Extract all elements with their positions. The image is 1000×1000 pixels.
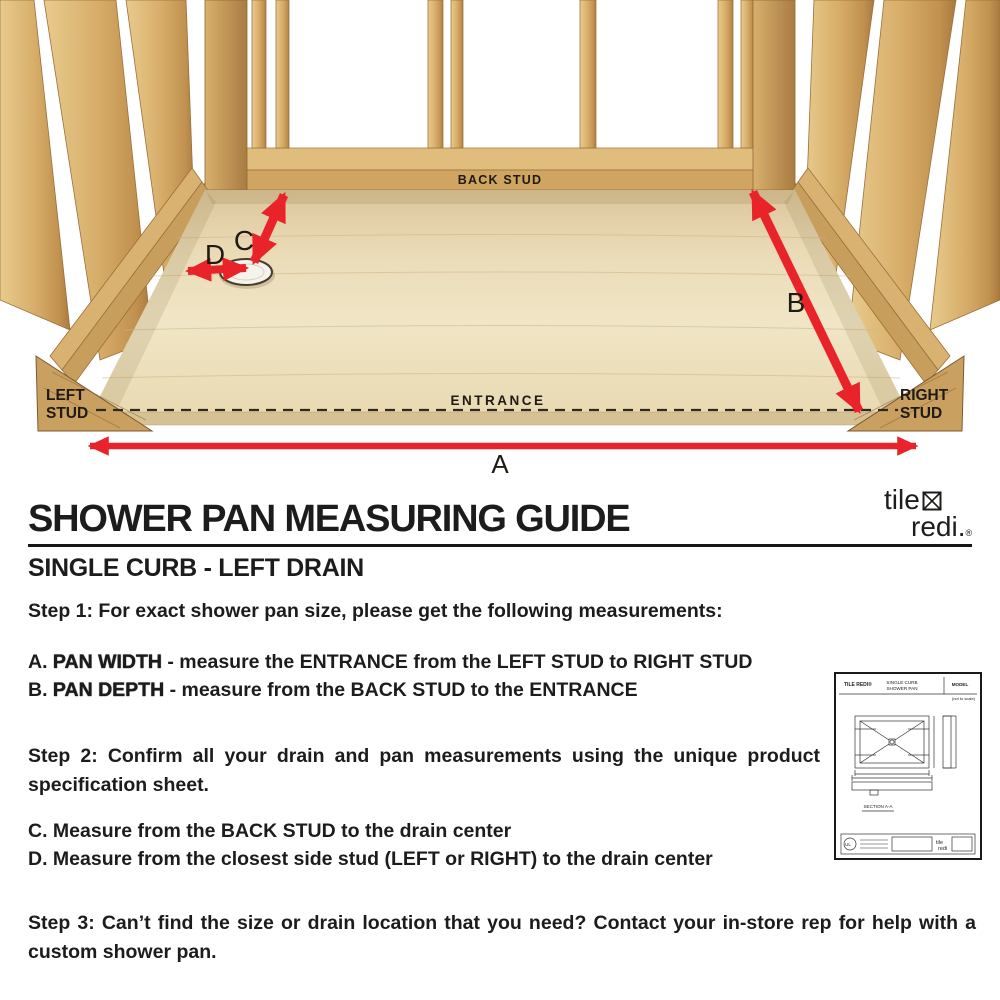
item-a-description: - measure the ENTRANCE from the LEFT STUD to RIGHT STUD	[167, 651, 753, 673]
item-a-term: PAN WIDTH	[52, 651, 162, 673]
step-3-text: Step 3: Can’t find the size or drain location that you need? Contact your in-store rep for help with a custom shower pan.	[28, 912, 976, 963]
spec-section-label: SECTION A-A	[863, 804, 893, 809]
framing-diagram	[0, 0, 1000, 480]
entrance-label: ENTRANCE	[450, 393, 546, 408]
registered-mark: ®	[965, 528, 973, 538]
item-b-description: - measure from the BACK STUD to the ENTRANCE	[169, 679, 638, 701]
left-stud-label-line2: STUD	[46, 405, 89, 422]
measurement-item-a	[28, 649, 752, 676]
measurement-item-b	[28, 677, 638, 704]
spec-product-line1: SINGLE CURB	[886, 680, 918, 685]
back-right-corner-post	[753, 0, 795, 190]
step-2-text: Step 2: Confirm all your drain and pan measurements using the unique product specification sheet.	[28, 745, 820, 796]
logo-word-redi: redi.	[911, 511, 966, 542]
title-divider	[28, 544, 972, 547]
measure-d-label: D	[204, 239, 226, 270]
measurement-item-c: C. Measure from the BACK STUD to the drain center	[28, 820, 512, 842]
measurement-item-d: D. Measure from the closest side stud (LEFT or RIGHT) to the drain center	[28, 848, 713, 870]
spec-scale-note: (not to scale)	[951, 696, 975, 701]
spec-logo-line2: redi	[938, 846, 948, 852]
page-subtitle: SINGLE CURB - LEFT DRAIN	[28, 554, 364, 582]
left-stud-label-line1: LEFT	[46, 387, 85, 404]
spec-ul-icon: UL	[845, 842, 851, 847]
spec-sheet-thumbnail	[834, 672, 982, 860]
item-b-prefix: B.	[28, 679, 48, 701]
tile-redi-logo	[884, 486, 972, 541]
right-stud-label-line2: STUD	[900, 405, 943, 422]
spec-product-line2: SHOWER PAN	[886, 686, 918, 691]
item-b-term: PAN DEPTH	[52, 679, 165, 701]
spec-brand: TILE REDI®	[844, 682, 872, 688]
item-a-prefix: A.	[28, 651, 48, 673]
measure-a-label: A	[491, 449, 509, 479]
step-1-text: Step 1: For exact shower pan size, please get the following measurements:	[28, 600, 723, 622]
spec-logo-line1: tile	[936, 840, 944, 846]
back-left-corner-post	[205, 0, 247, 190]
page-title: SHOWER PAN MEASURING GUIDE	[28, 498, 630, 540]
spec-model-label: MODEL	[951, 682, 969, 687]
logo-word-tile: tile	[884, 484, 920, 515]
measure-c-label: C	[233, 225, 255, 256]
right-stud-label-line1: RIGHT	[900, 387, 949, 404]
back-wall-framing	[202, 0, 798, 190]
back-stud-label: BACK STUD	[457, 173, 543, 187]
drain	[219, 259, 275, 289]
measure-b-label: B	[786, 287, 806, 318]
